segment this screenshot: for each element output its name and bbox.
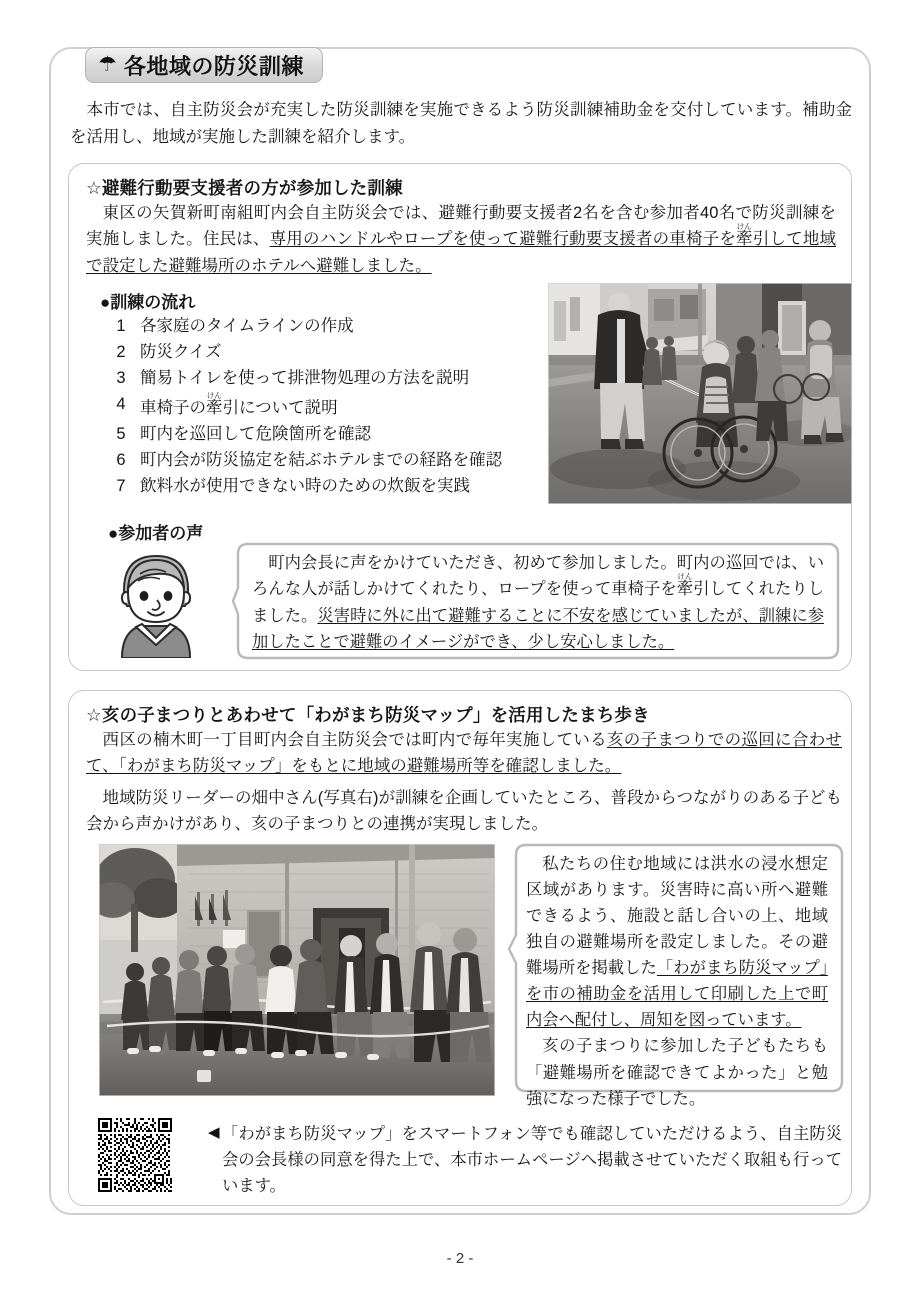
page-title-badge [85, 47, 323, 83]
ruby-base: 牽 [676, 580, 694, 599]
list-item [114, 391, 554, 421]
section1-paragraph-underlined-b: 引して地域で設定した避難場所のホテルへ避難しました。 [86, 230, 837, 275]
section2-paragraph-1 [86, 727, 842, 780]
list-item [114, 421, 554, 447]
list-item [114, 313, 554, 339]
list-item-label [140, 391, 338, 421]
voice-part2: 引してくれたりしました。 [252, 580, 824, 625]
list-item-number: 1 [116, 317, 126, 335]
list-item-label: 各家庭のタイムラインの作成 [140, 317, 354, 335]
list-item-number: 4 [116, 395, 126, 414]
section2-comment-text [526, 851, 828, 1112]
comment-underlined: 「わがまち防災マップ」を市の補助金を活用して印刷した上で町内会へ配付し、周知を図っています。 [526, 959, 828, 1030]
list-item-number: 6 [116, 451, 126, 470]
voice-underlined: 災害時に外に出て避難することに不安を感じていましたが、訓練に参加したことで避難のイメージができ、少し安心しました。 [252, 606, 824, 652]
voice-part1: 町内会長に声をかけていただき、初めて参加しました。町内の巡回では、いろんな人が話しかけてくれたり、ロープを使って車椅子を [252, 554, 824, 599]
list-item-number: 3 [116, 369, 126, 388]
section1-paragraph-ruby [736, 222, 753, 249]
comment-part1: 私たちの住む地域には洪水の浸水想定区域があります。災害時に高い所へ避難できるよう、施設と話し合いの上、地域独自の避難場所を設定しました。その避難場所を掲載した [526, 855, 828, 978]
list-item-label: 飲料水が使用できない時のための炊飯を実践 [140, 477, 470, 496]
qr-description-text: 「わがまち防災マップ」をスマートフォン等でも確認していただけるよう、自主防災会の会長様の同意を得た上で、本市ホームページへ掲載させていただく取組も行っています。 [222, 1125, 842, 1196]
section1-voice-title: ●参加者の声 [108, 524, 204, 543]
list-item-ruby [206, 391, 223, 418]
page-number: - 2 - [446, 1250, 474, 1267]
section2-comment-paragraph-1 [526, 851, 828, 1033]
section2-comment-paragraph-2: 亥の子まつりに参加した子どもたちも「避難場所を確認できてよかった」と勉強になった様子でした。 [526, 1037, 828, 1108]
ruby-text: けん [736, 222, 753, 232]
qr-code-wagamachi-map[interactable] [98, 1118, 172, 1192]
list-item-label-part1: 車椅子の [140, 399, 206, 418]
section2-heading: ☆亥の子まつりとあわせて「わがまち防災マップ」を活用したまち歩き [86, 705, 650, 725]
intro-paragraph: 本市では、自主防災会が充実した防災訓練を実施できるよう防災訓練補助金を交付しています。補助金を活用し、地域が実施した訓練を紹介します。 [70, 101, 852, 146]
list-item-label: 町内会が防災協定を結ぶホテルまでの経路を確認 [140, 451, 503, 470]
list-item-label-part2: 引について説明 [222, 399, 338, 418]
list-item-label: 簡易トイレを使って排泄物処理の方法を説明 [140, 369, 470, 388]
list-item-label: 防災クイズ [140, 343, 222, 362]
page-title: 各地域の防災訓練 [123, 53, 304, 79]
left-triangle-marker-icon: ◀ [208, 1124, 220, 1141]
section1-paragraph [86, 200, 836, 279]
section1-flow-list [114, 313, 554, 499]
participant-avatar-illustration [104, 548, 208, 658]
ruby-base: 牽 [206, 399, 223, 418]
list-item [114, 447, 554, 473]
photo-wheelchair-training [548, 283, 852, 504]
section1-paragraph-part1: 東区の矢賀新町南組町内会自主防災会では、避難行動要支援者2名を含む参加者40名で防災訓練を実施しました。住民は、 [86, 204, 836, 249]
list-item [114, 473, 554, 499]
umbrella-icon: ☂ [98, 52, 117, 76]
section1-heading: ☆避難行動要支援者の方が参加した訓練 [86, 178, 403, 198]
list-item-number: 2 [116, 343, 126, 362]
ruby-text: けん [676, 572, 694, 582]
list-item-number: 7 [116, 477, 126, 496]
section2-paragraph-1-underlined: 亥の子まつりでの巡回に合わせて、「わがまち防災マップ」をもとに地域の避難場所等を確認しました。 [86, 731, 843, 776]
voice-ruby [676, 572, 694, 599]
section1-paragraph-underlined-a: 専用のハンドルやロープを使って避難行動要支援者の車椅子を [269, 230, 737, 249]
photo-inokomatsuri-procession [99, 844, 495, 1096]
ruby-base: 牽 [736, 230, 753, 249]
participant-voice-text [252, 550, 824, 656]
list-item-label: 町内を巡回して危険箇所を確認 [140, 425, 371, 444]
ruby-text: けん [206, 391, 223, 401]
list-item [114, 365, 554, 391]
section2-paragraph-2: 地域防災リーダーの畑中さん(写真右)が訓練を企画していたところ、普段からつながりのある子ども会から声かけがあり、亥の子まつりとの連携が実現しました。 [86, 789, 842, 834]
list-item-number: 5 [116, 425, 126, 444]
list-item [114, 339, 554, 365]
section2-paragraph-1-part1: 西区の楠木町一丁目町内会自主防災会では町内で毎年実施している [102, 731, 607, 749]
section1-flow-title: ●訓練の流れ [100, 293, 196, 312]
